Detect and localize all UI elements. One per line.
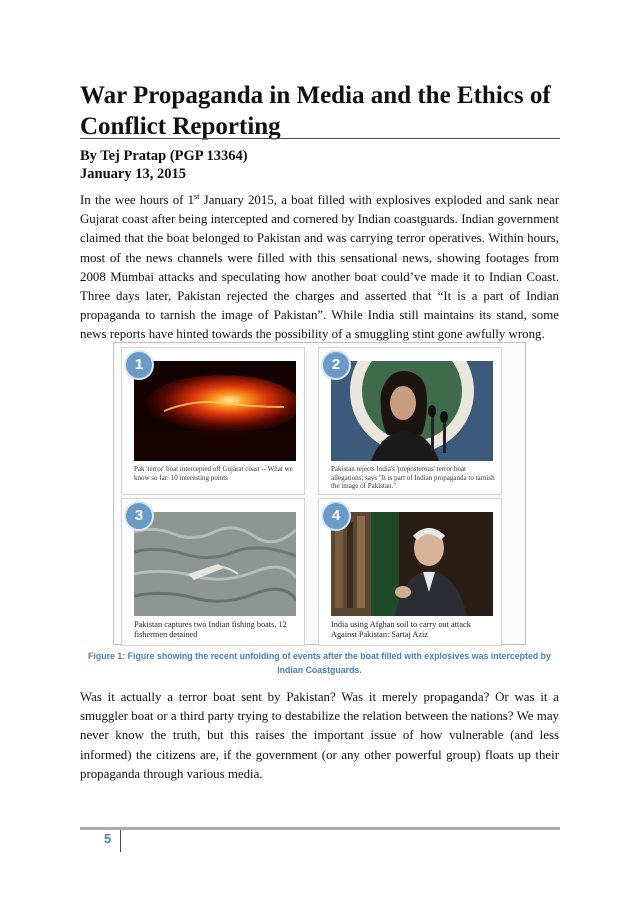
photo-official-speaking	[331, 512, 493, 616]
page-number: 5	[104, 831, 112, 846]
ordinal-suffix: st	[194, 192, 200, 201]
title-divider	[80, 138, 560, 139]
photo-press-conference	[331, 361, 493, 461]
paragraph-1-start: In the wee hours of 1	[80, 193, 195, 207]
panel-1-caption: Pak 'terror' boat intercepted off Gujarat coast -- What we know so far: 10 interesting points	[134, 465, 293, 482]
footer-divider	[80, 827, 560, 830]
figure-collage	[113, 342, 526, 645]
figure-panel-4	[318, 498, 502, 646]
figure-panel-2	[318, 347, 502, 495]
panel-3-caption: Pakistan captures two Indian fishing boats, 12 fishermen detained	[134, 620, 287, 639]
footer-separator	[120, 830, 121, 852]
photo-boat-fire	[134, 361, 296, 461]
figure-caption: Figure 1: Figure showing the recent unfolding of events after the boat filled with explosives was intercepted by Indian Coastguards.	[88, 651, 551, 675]
paragraph-1-rest: January 2015, a boat filled with explosives exploded and sank near Gujarat coast after being intercepted and cornered by Indian coastguards. Indian government claimed that the boat belonged to Pakistan and was carrying terror operatives. Within hours, most of the news channels were filled with this sensational news, showing footages from 2008 Mumbai attacks and speculating how another boat could’ve made it to Indian Coast. Three days later, Pakistan rejected the charges and asserted that “It is a part of Indian propaganda to tarnish the image of Pakistan”. While India still maintains its stand, some news reports have hinted towards the possibility of a smuggling stint gone awfully wrong.	[80, 193, 559, 342]
article-title: War Propaganda in Media and the Ethics of Conflict Reporting	[80, 82, 551, 140]
figure-panel-1	[121, 347, 305, 495]
panel-number-badge: 2	[321, 350, 351, 380]
paragraph-1	[80, 191, 559, 345]
paragraph-2: Was it actually a terror boat sent by Pakistan? Was it merely propaganda? Or was it a smuggler boat or a third party trying to destabilize the relation between the nations? We may never know the truth, but this raises the important issue of how vulnerable (and less informed) the citizens are, if the government (or any other powerful group) floats up their propaganda through various media.	[80, 690, 559, 781]
article-author: By Tej Pratap (PGP 13364)	[80, 148, 248, 164]
article-date: January 13, 2015	[80, 166, 186, 182]
photo-fishing-boat-sea	[134, 512, 296, 616]
panel-number-badge: 1	[124, 350, 154, 380]
figure-panel-3	[121, 498, 305, 646]
panel-2-caption: Pakistan rejects India's 'preposterous' terror boat allegations; says "It is part of Indian propaganda to tarnish the image of Pakistan."	[331, 465, 495, 491]
panel-number-badge: 3	[124, 501, 154, 531]
panel-4-caption: India using Afghan soil to carry out attack Against Pakistan: Sartaj Aziz	[331, 620, 471, 639]
panel-number-badge: 4	[321, 501, 351, 531]
